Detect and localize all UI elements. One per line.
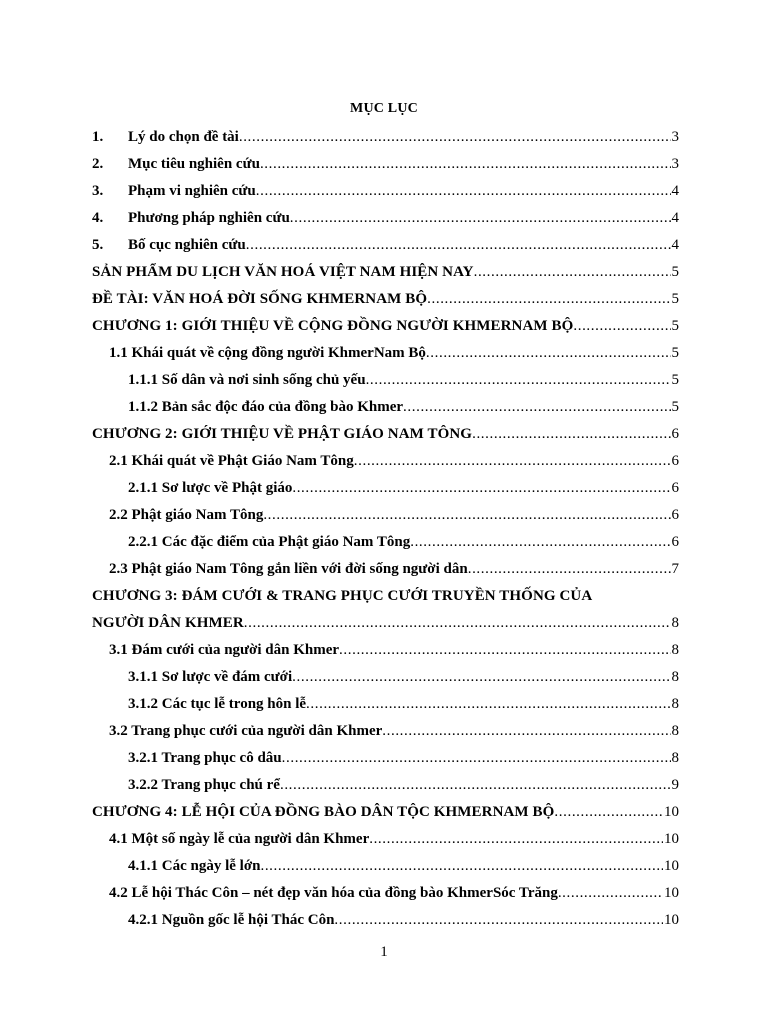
toc-entry[interactable] — [92, 826, 679, 853]
toc-entry[interactable] — [92, 475, 679, 502]
toc-entry-number: 2. — [92, 156, 104, 172]
toc-entry-text: CHƯƠNG 1: GIỚI THIỆU VỀ CỘNG ĐỒNG NGƯỜI KHMERNAM BỘ — [92, 318, 574, 334]
page-number: 1 — [380, 944, 388, 960]
toc-entry-text: 4.2.1 Nguồn gốc lễ hội Thác Côn — [128, 912, 335, 928]
toc-entry[interactable] — [92, 340, 679, 367]
toc-entry-text: Phạm vi nghiên cứu — [128, 183, 256, 199]
toc-entry-text: 1.1 Khái quát về cộng đồng người KhmerNam Bộ — [109, 345, 426, 361]
toc-entry-text: 3.1.2 Các tục lễ trong hôn lễ — [128, 696, 307, 712]
toc-entry[interactable] — [92, 259, 679, 286]
dot-leader — [472, 421, 670, 448]
dot-leader — [369, 826, 663, 853]
toc-entry[interactable] — [92, 718, 679, 745]
toc-entry-page: 5 — [671, 399, 679, 415]
toc-entry-text: 3.2 Trang phục cưới của người dân Khmer — [109, 723, 383, 739]
dot-leader — [260, 853, 663, 880]
toc-entry[interactable] — [92, 151, 679, 178]
toc-entry-number: 5. — [92, 237, 104, 253]
toc-entry-text: 2.2.1 Các đặc điểm của Phật giáo Nam Tông — [128, 534, 411, 550]
toc-entry-text: ĐỀ TÀI: VĂN HOÁ ĐỜI SỐNG KHMERNAM BỘ — [92, 291, 428, 307]
toc-entry-page: 5 — [671, 345, 679, 361]
dot-leader — [426, 340, 671, 367]
toc-entry[interactable] — [92, 367, 679, 394]
dot-leader — [410, 529, 670, 556]
toc-entry-page: 8 — [671, 750, 679, 766]
toc-entry-page: 4 — [671, 237, 679, 253]
dot-leader — [239, 124, 671, 151]
dot-leader — [382, 718, 670, 745]
toc-entry-page: 10 — [664, 885, 679, 901]
toc-entry-text: 4.1.1 Các ngày lễ lớn — [128, 858, 261, 874]
toc-entry-text: 2.2 Phật giáo Nam Tông — [109, 507, 264, 523]
toc-entry-text: SẢN PHẨM DU LỊCH VĂN HOÁ VIỆT NAM HIỆN NAY — [92, 264, 474, 280]
toc-entry[interactable] — [92, 556, 679, 583]
dot-leader — [292, 664, 670, 691]
toc-entry-number: 4. — [92, 210, 104, 226]
dot-leader — [290, 205, 671, 232]
toc-entry[interactable] — [92, 853, 679, 880]
toc-entry-text: 3.1.1 Sơ lược về đám cưới — [128, 669, 293, 685]
toc-entry-text: 3.1 Đám cưới của người dân Khmer — [109, 642, 340, 658]
toc-entry[interactable] — [92, 529, 679, 556]
dot-leader — [306, 691, 670, 718]
toc-entry-page: 6 — [671, 426, 679, 442]
toc-entry-page: 8 — [671, 669, 679, 685]
toc-entry-text: Bố cục nghiên cứu — [128, 237, 246, 253]
toc-entry-text: 2.3 Phật giáo Nam Tông gắn liền với đời sống người dân — [109, 561, 468, 577]
toc-entry-page: 10 — [664, 831, 679, 847]
toc-entry-text: NGƯỜI DÂN KHMER — [92, 615, 244, 631]
toc-entry-page: 8 — [671, 696, 679, 712]
toc-entry-page: 10 — [664, 912, 679, 928]
toc-entry[interactable] — [92, 664, 679, 691]
toc-entry-page: 7 — [671, 561, 679, 577]
dot-leader — [292, 475, 670, 502]
toc-entry-page: 4 — [671, 183, 679, 199]
dot-leader — [558, 880, 663, 907]
toc-entry[interactable] — [92, 313, 679, 340]
toc-entry[interactable] — [92, 880, 679, 907]
toc-entry-text: 4.2 Lễ hội Thác Côn – nét đẹp văn hóa của đồng bào KhmerSóc Trăng — [109, 885, 558, 901]
toc-entry[interactable] — [92, 799, 679, 826]
dot-leader — [244, 610, 671, 637]
toc-entry-page: 6 — [671, 507, 679, 523]
toc-entry[interactable] — [92, 394, 679, 421]
toc-entry[interactable] — [92, 691, 679, 718]
toc-entry-page: 5 — [671, 291, 679, 307]
toc-entry-text: 2.1 Khái quát về Phật Giáo Nam Tông — [109, 453, 354, 469]
toc-entry-text: 3.2.2 Trang phục chú rể — [128, 777, 280, 793]
toc-entry-text: 1.1.2 Bản sắc độc đáo của đồng bào Khmer — [128, 399, 404, 415]
toc-entry[interactable] — [92, 502, 679, 529]
toc-entry[interactable] — [92, 286, 679, 313]
toc-entry-text: CHƯƠNG 4: LỄ HỘI CỦA ĐỒNG BÀO DÂN TỘC KHMERNAM BỘ — [92, 804, 555, 820]
toc-entry[interactable] — [92, 205, 679, 232]
dot-leader — [280, 772, 671, 799]
toc-entry-text: Mục tiêu nghiên cứu — [128, 156, 260, 172]
table-of-contents — [92, 124, 679, 934]
dot-leader — [474, 259, 671, 286]
toc-entry-page: 10 — [664, 858, 679, 874]
toc-entry-page: 8 — [671, 723, 679, 739]
dot-leader — [256, 178, 671, 205]
toc-entry-page: 3 — [671, 156, 679, 172]
dot-leader — [354, 448, 671, 475]
toc-entry-text: 1.1.1 Số dân và nơi sinh sống chủ yếu — [128, 372, 366, 388]
dot-leader — [403, 394, 670, 421]
toc-title: MỤC LỤC — [350, 101, 418, 116]
dot-leader — [366, 367, 671, 394]
toc-entry-text: CHƯƠNG 2: GIỚI THIỆU VỀ PHẬT GIÁO NAM TÔNG — [92, 426, 473, 442]
toc-entry-text: Lý do chọn đề tài — [128, 129, 239, 145]
dot-leader — [263, 502, 670, 529]
toc-entry-page: 8 — [671, 615, 679, 631]
toc-entry-page: 5 — [671, 318, 679, 334]
toc-entry-page: 5 — [671, 372, 679, 388]
toc-entry-text: 4.1 Một số ngày lễ của người dân Khmer — [109, 831, 370, 847]
toc-entry-page: 4 — [671, 210, 679, 226]
dot-leader — [334, 907, 663, 934]
toc-entry-wrapped-line[interactable] — [92, 583, 679, 610]
dot-leader — [573, 313, 670, 340]
dot-leader — [246, 232, 671, 259]
toc-entry-page: 8 — [671, 642, 679, 658]
dot-leader — [260, 151, 671, 178]
toc-entry-page: 9 — [671, 777, 679, 793]
toc-entry[interactable] — [92, 637, 679, 664]
toc-entry-page: 10 — [664, 804, 679, 820]
toc-entry[interactable] — [92, 907, 679, 934]
toc-entry-page: 6 — [671, 480, 679, 496]
toc-entry-page: 6 — [671, 534, 679, 550]
toc-entry[interactable] — [92, 745, 679, 772]
toc-entry[interactable] — [92, 772, 679, 799]
dot-leader — [282, 745, 671, 772]
dot-leader — [468, 556, 671, 583]
toc-entry-number: 3. — [92, 183, 104, 199]
toc-entry-text: 3.2.1 Trang phục cô dâu — [128, 750, 282, 766]
toc-entry[interactable] — [92, 610, 679, 637]
dot-leader — [427, 286, 670, 313]
toc-entry-page: 3 — [671, 129, 679, 145]
toc-entry-number: 1. — [92, 129, 104, 145]
toc-entry[interactable] — [92, 178, 679, 205]
toc-entry-page: 5 — [671, 264, 679, 280]
toc-entry-page: 6 — [671, 453, 679, 469]
toc-entry[interactable] — [92, 448, 679, 475]
toc-entry[interactable] — [92, 421, 679, 448]
toc-entry-text: 2.1.1 Sơ lược về Phật giáo — [128, 480, 293, 496]
dot-leader — [554, 799, 663, 826]
toc-entry-text: Phương pháp nghiên cứu — [128, 210, 290, 226]
dot-leader — [339, 637, 670, 664]
toc-entry[interactable] — [92, 124, 679, 151]
toc-entry-text: CHƯƠNG 3: ĐÁM CƯỚI & TRANG PHỤC CƯỚI TRUYỀN THỐNG CỦA — [92, 588, 593, 604]
toc-entry[interactable] — [92, 232, 679, 259]
